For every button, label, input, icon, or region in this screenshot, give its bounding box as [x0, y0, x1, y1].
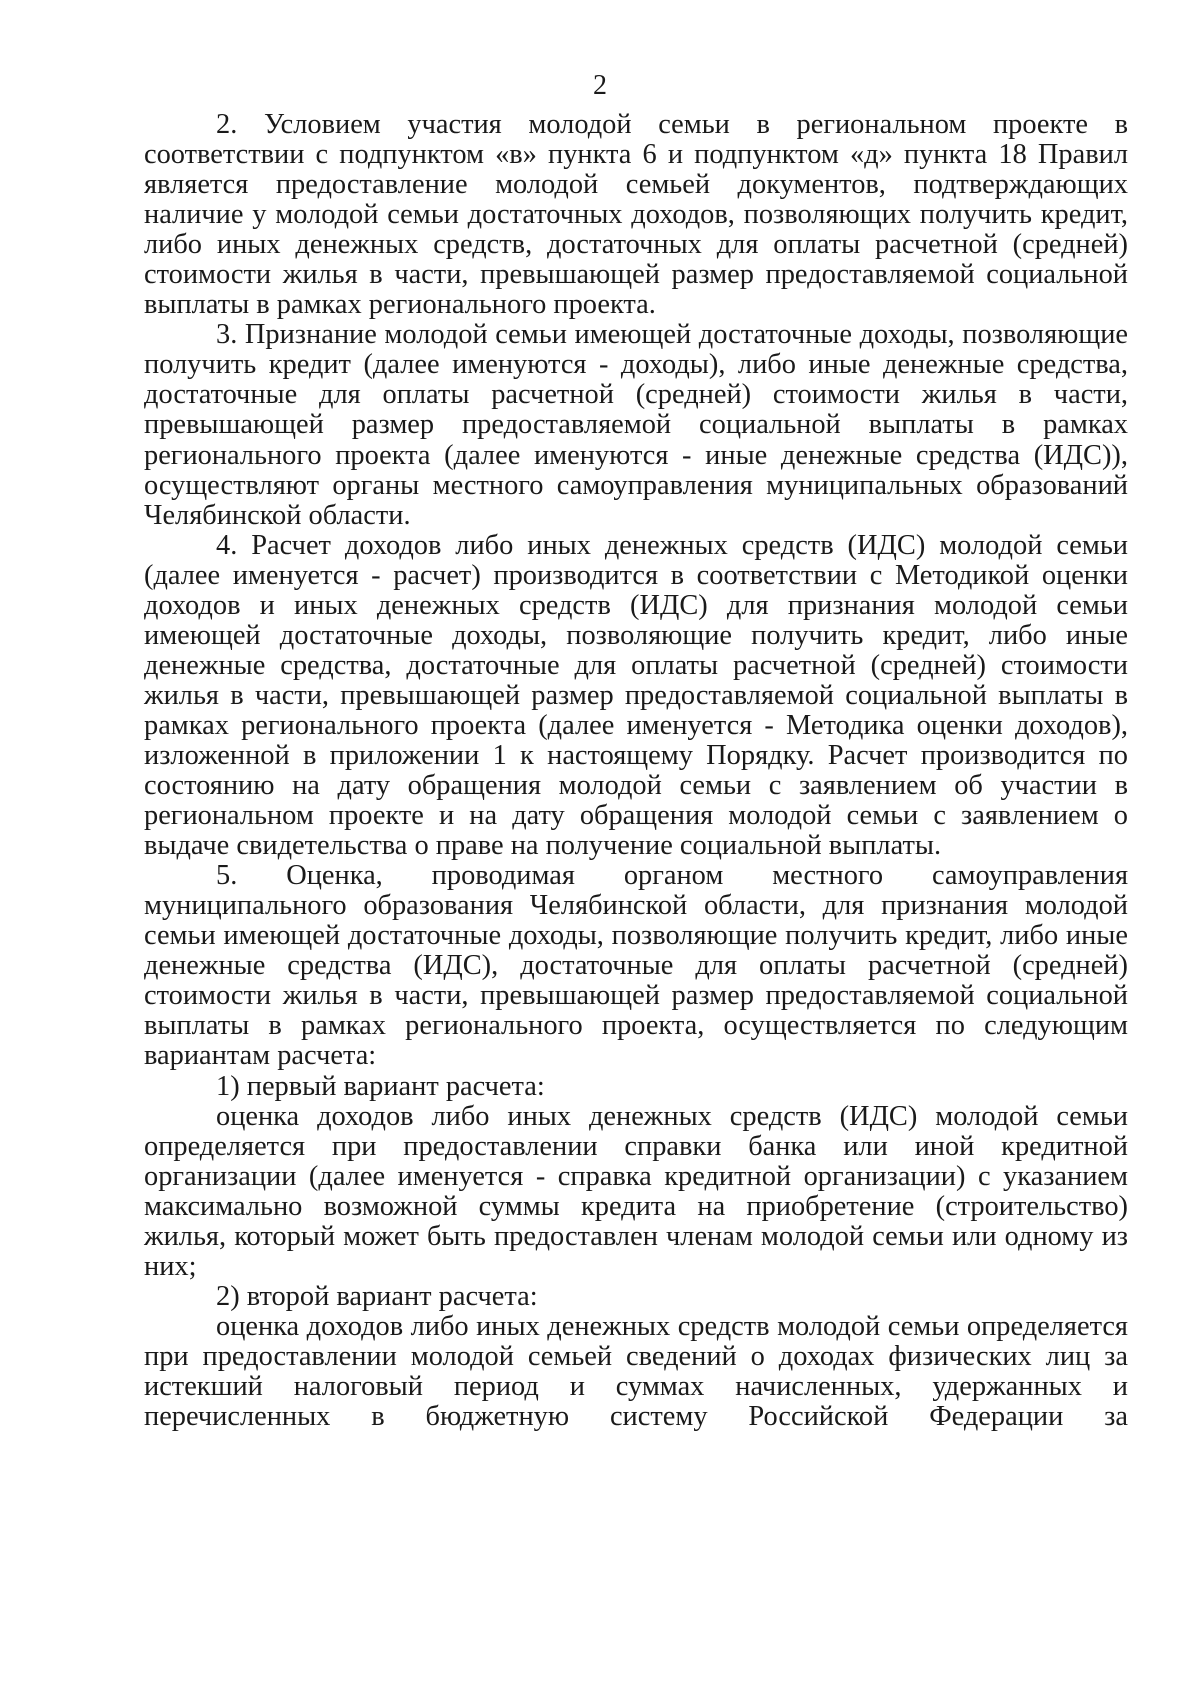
paragraph-2: 2. Условием участия молодой семьи в региональном проекте в соответствии с подпунктом «в» пункта 6 и подпунктом «д» пункта 18 Правил является предоставление молодой семьей документов, подтверждающих наличие у молодой семьи достаточных доходов, позволяющих получить кредит, либо иных денежных средств, достаточных для оплаты расчетной (средней) стоимости жилья в части, превышающей размер предоставляемой социальной выплаты в рамках регионального проекта.: [144, 109, 1128, 321]
paragraph-3: 3. Признание молодой семьи имеющей достаточные доходы, позволяющие получить кредит (далее именуются - доходы), либо иные денежные средства, достаточные для оплаты расчетной (средней) стоимости жилья в части, превышающей размер предоставляемой социальной выплаты в рамках регионального проекта (далее именуются - иные денежные средства (ИДС)), осуществляют органы местного самоуправления муниципальных образований Челябинской области.: [144, 319, 1128, 531]
paragraph-4: 4. Расчет доходов либо иных денежных средств (ИДС) молодой семьи (далее именуется - расчет) производится в соответствии с Методикой оценки доходов и иных денежных средств (ИДС) для признания молодой семьи имеющей достаточные доходы, позволяющие получить кредит, либо иные денежные средства, достаточные для оплаты расчетной (средней) стоимости жилья в части, превышающей размер предоставляемой социальной выплаты в рамках регионального проекта (далее именуется - Методика оценки доходов), изложенной в приложении 1 к настоящему Порядку. Расчет производится по состоянию на дату обращения молодой семьи с заявлением об участии в региональном проекте и на дату обращения молодой семьи с заявлением о выдаче свидетельства о праве на получение социальной выплаты.: [144, 529, 1128, 862]
option-2-text: оценка доходов либо иных денежных средств молодой семьи определяется при предоставлении молодой семьей сведений о доходах физических лиц за истекший налоговый период и суммах начисленных, удержанных и перечисленных в бюджетную систему Российской Федерации за: [144, 1310, 1128, 1433]
page-number: 2: [593, 70, 607, 101]
option-2-heading: 2) второй вариант расчета:: [216, 1280, 538, 1312]
option-1-text: оценка доходов либо иных денежных средств (ИДС) молодой семьи определяется при предоставлении справки банка или иной кредитной организации (далее именуется - справка кредитной организации) с указанием максимально возможной суммы кредита на приобретение (строительство) жилья, который может быть предоставлен членам молодой семьи или одному из них;: [144, 1100, 1128, 1282]
paragraph-5: 5. Оценка, проводимая органом местного самоуправления муниципального образования Челябинской области, для признания молодой семьи имеющей достаточные доходы, позволяющие получить кредит, либо иные денежные средства (ИДС), достаточные для оплаты расчетной (средней) стоимости жилья в части, превышающей размер предоставляемой социальной выплаты в рамках регионального проекта, осуществляется по следующим вариантам расчета:: [144, 860, 1128, 1072]
option-1-heading: 1) первый вариант расчета:: [216, 1070, 545, 1102]
document-body: [144, 110, 1128, 1432]
